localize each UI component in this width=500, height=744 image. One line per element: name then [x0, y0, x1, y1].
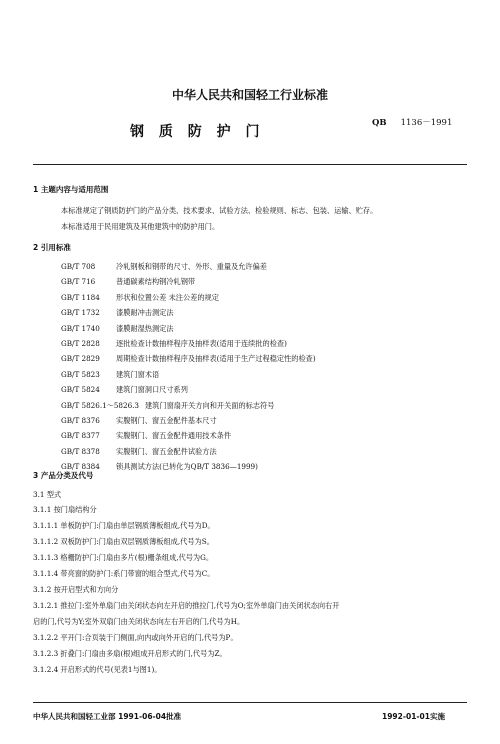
section-3-line: 3.1.2.2 平开门:合页装于门侧面,向内或向外开启的门,代号为P。	[33, 633, 238, 642]
industry-standard-title: 中华人民共和国轻工行业标准	[171, 88, 328, 102]
reference-title: 锁具测试方法(已转化为QB/T 3836—1999)	[116, 462, 258, 472]
reference-title: 普通碳素结构钢冷轧钢带	[116, 277, 196, 287]
section-3-line: 3.1.1.2 双板防护门:门扇由双层钢质薄板组成,代号为S。	[33, 537, 214, 546]
footer-rule	[33, 702, 467, 703]
approval-note: 中华人民共和国轻工业部 1991-06-04批准	[33, 712, 182, 721]
reference-title: 建筑门窗术语	[116, 369, 160, 379]
reference-code: GB/T 2829	[61, 354, 100, 364]
reference-item	[61, 401, 274, 411]
section-3-line: 3.1.2.1 推拉门:室外单扇门由关闭状态向左开启的推拉门,代号为O;室外单扇门由关闭状态向右开	[33, 601, 340, 610]
reference-code: GB/T 1732	[61, 308, 100, 318]
document-title: 钢 质 防 护 门	[130, 124, 265, 140]
section-1-paragraph-2: 本标准适用于民用建筑及其他建筑中的防护用门。	[61, 222, 220, 231]
reference-item	[61, 416, 217, 426]
reference-item	[61, 339, 287, 349]
section-1-heading: 1 主题内容与适用范围	[33, 185, 109, 194]
reference-item	[61, 308, 174, 318]
reference-item	[61, 385, 188, 395]
section-2-heading: 2 引用标准	[33, 243, 71, 252]
standard-code	[372, 116, 452, 128]
section-3-line: 启的门,代号为Y;室外双扇门由关闭状态向左右开启的门,代号为H。	[33, 617, 245, 626]
standard-prefix: QB	[372, 118, 387, 128]
reference-item	[61, 431, 231, 441]
reference-title: 形状和位置公差 未注公差的规定	[116, 292, 219, 302]
reference-title: 冷轧钢板和钢带的尺寸、外形、重量及允许偏差	[116, 262, 267, 271]
reference-code: GB/T 8384	[61, 462, 100, 472]
reference-code: GB/T 8377	[61, 431, 100, 441]
reference-code: GB/T 1740	[61, 323, 100, 333]
section-3-line: 3.1.1.4 带亮窗的防护门:系门带窗的组合型式,代号为C。	[33, 569, 215, 578]
reference-code: GB/T 5823	[61, 369, 100, 379]
section-3-line: 3.1.2 按开启型式和方向分	[33, 585, 119, 594]
section-3-line: 3.1.1.1 单板防护门:门扇由单层钢质薄板组成,代号为D。	[33, 521, 215, 530]
reference-title: 实腹钢门、窗五金配件基本尺寸	[116, 416, 217, 425]
reference-title: 逐批检查计数抽样程序及抽样表(适用于连续批的检查)	[116, 339, 287, 348]
standard-number: 1136－1991	[400, 118, 453, 128]
reference-code: GB/T 8376	[61, 416, 100, 425]
reference-code: GB/T 2828	[61, 339, 100, 348]
reference-title: 实腹钢门、窗五金配件通用技术条件	[116, 431, 232, 441]
reference-code: GB/T 1184	[61, 292, 100, 302]
reference-code: GB/T 708	[61, 262, 96, 271]
reference-item	[61, 324, 174, 334]
implementation-date: 1992-01-01实施	[382, 712, 445, 721]
reference-item	[61, 447, 217, 457]
reference-code: GB/T 5826.1～5826.3	[61, 400, 140, 410]
section-3-line: 3.1.1.3 格栅防护门:门扇由多片(根)栅条组成,代号为G。	[33, 553, 214, 562]
reference-item	[61, 293, 219, 303]
section-3-heading: 3 产品分类及代号	[33, 471, 94, 480]
reference-title: 漆膜耐湿热测定法	[116, 323, 174, 333]
reference-title: 建筑门窗扇开关方向和开关面的标志符号	[145, 400, 275, 410]
reference-title: 建筑门窗洞口尺寸系列	[116, 385, 188, 395]
reference-title: 实腹钢门、窗五金配件试验方法	[116, 446, 217, 456]
section-3-line: 3.1.2.3 折叠门:门扇由多扇(根)组成开启形式的门,代号为Z。	[33, 649, 227, 658]
reference-item	[61, 262, 267, 272]
reference-title: 周期检查计数抽样程序及抽样表(适用于生产过程稳定性的检查)	[116, 354, 316, 364]
reference-item	[61, 354, 316, 364]
section-3-line: 3.1.2.4 开启形式的代号(见表1与图1)。	[33, 665, 162, 674]
reference-item	[61, 370, 159, 380]
section-3-line: 3.1.1 按门扇结构分	[33, 505, 97, 514]
reference-code: GB/T 5824	[61, 385, 100, 395]
header-rule	[33, 164, 467, 165]
reference-code: GB/T 716	[61, 277, 96, 287]
reference-code: GB/T 8378	[61, 446, 100, 456]
reference-item	[61, 277, 195, 287]
section-1-paragraph-1: 本标准规定了钢质防护门的产品分类、技术要求、试验方法、检验规则、标志、包装、运输、贮存。	[61, 206, 378, 215]
section-3-line: 3.1 型式	[33, 490, 62, 499]
reference-title: 漆膜耐冲击测定法	[116, 308, 174, 318]
